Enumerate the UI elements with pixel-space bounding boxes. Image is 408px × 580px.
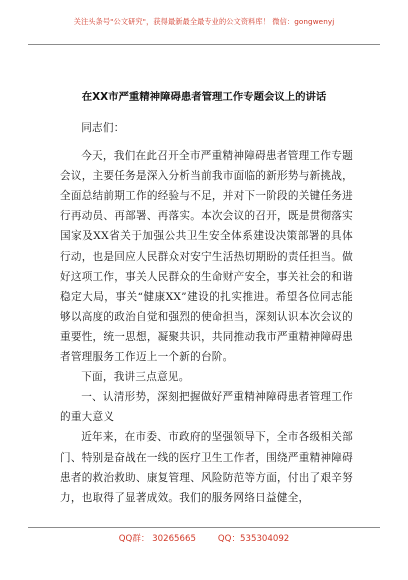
paragraph-transition: 下面，我讲三点意见。 — [81, 371, 190, 384]
paragraph-opening: 今天，我们在此召开全市严重精神障碍患者管理工作专题会议，主要任务是深入分析当前我市面临的新形势与新挑战，全面总结前期工作的经验与不足，并对下一阶段的关键任务进行再动员、再部署、再落实。本次会议的召开，既是贯彻落实国家及XX省关于加强公共卫生安全体系建设决策部署的具体行动，也是回应人民群众对安宁生活热切期盼的责任担当。做好这项工作，事关人民群众的生命财产安全，事关社会的和谐稳定大局，事关“健康XX”建设的扎实推进。希望各位同志能够以高度的政治自觉和强烈的使命担当，深刻认识本次会议的重要性，统一思想，凝聚共识，共同推动我市严重精神障碍患者管理服务工作迈上一个新的台阶。 — [60, 150, 353, 364]
footer-divider — [28, 527, 380, 528]
footer-contacts — [0, 532, 408, 544]
salutation: 同志们： — [81, 122, 125, 134]
promo-banner-text: 关注头条号"公文研究"，获得最新最全最专业的公文资料库！ 微信：gongwenyj — [73, 17, 335, 26]
header-divider — [28, 44, 380, 45]
section-heading: 一、认清形势，深刻把握做好严重精神障碍患者管理工作的重大意义 — [60, 391, 353, 424]
document-body — [60, 118, 353, 508]
qq-group-number: QQ群： 30265665 — [118, 534, 196, 544]
qq-number: QQ：535304092 — [217, 534, 290, 544]
document-title: 在XX市严重精神障碍患者管理工作专题会议上的讲话 — [81, 91, 327, 103]
header-banner — [0, 0, 408, 44]
paragraph-section-1: 近年来，在市委、市政府的坚强领导下，全市各级相关部门、特别是奋战在一线的医疗卫生工作者，围绕严重精神障碍患者的救治救助、康复管理、风险防范等方面，付出了艰辛努力，也取得了显著成效。我们的服务网络日益健全， — [60, 431, 353, 504]
